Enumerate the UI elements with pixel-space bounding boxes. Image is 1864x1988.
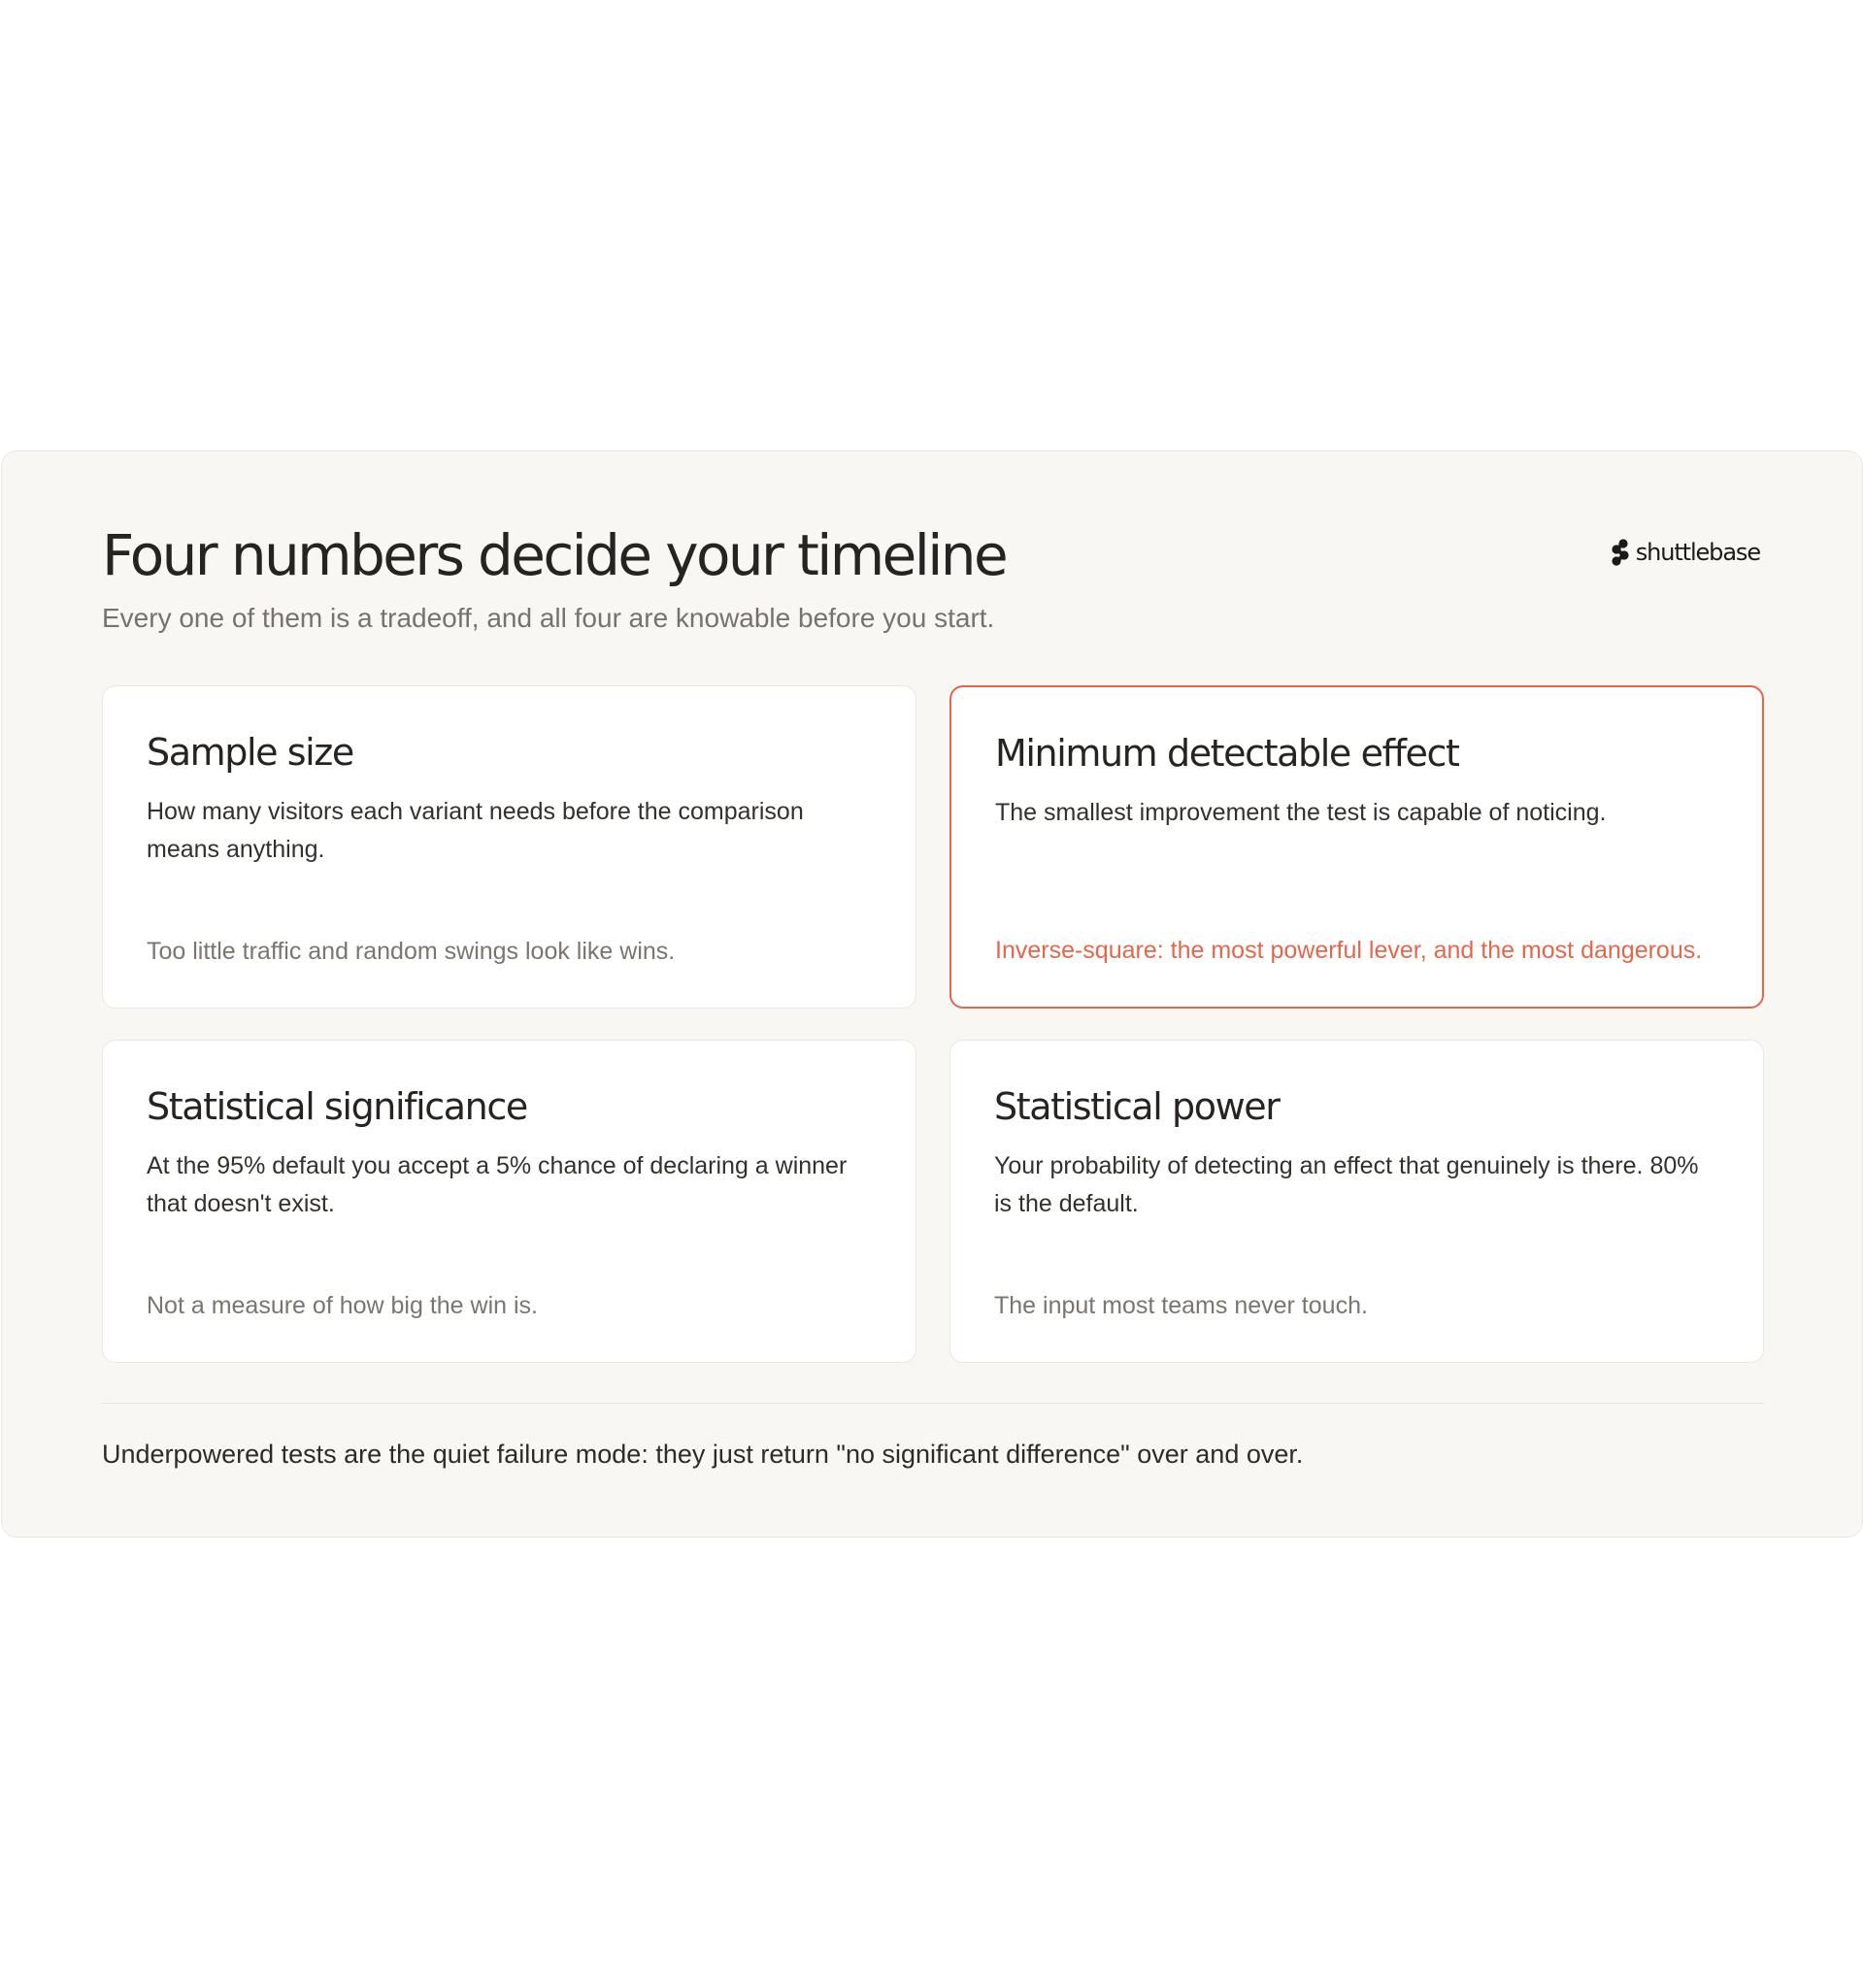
header [102,521,1762,636]
card-description: Your probability of detecting an effect that genuinely is there. 80% is the default. [994,1152,1699,1217]
card-note: Too little traffic and random swings look like wins. [147,938,676,965]
card-note: Inverse-square: the most powerful lever, and the most dangerous. [995,937,1703,964]
card-minimum-detectable-effect [949,685,1764,1009]
card-description: How many visitors each variant needs before the comparison means anything. [147,798,804,863]
page-subtitle: Every one of them is a tradeoff, and all four are knowable before you start. [102,603,995,633]
page-title: Four numbers decide your timeline [102,522,1007,588]
card-description: The smallest improvement the test is capable of noticing. [995,799,1607,826]
brand-logo [1611,539,1760,566]
card-note: The input most teams never touch. [994,1292,1368,1319]
content-panel [1,450,1863,1538]
card-title: Statistical significance [147,1085,527,1128]
card-title: Sample size [147,731,353,774]
card-title: Statistical power [994,1085,1280,1128]
card-statistical-power [949,1040,1764,1363]
footer-text: Underpowered tests are the quiet failure mode: they just return "no significant difference" over and over. [102,1440,1304,1469]
card-sample-size [102,685,916,1009]
card-note: Not a measure of how big the win is. [147,1292,538,1319]
card-description: At the 95% default you accept a 5% chance of declaring a winner that doesn't exist. [147,1152,848,1217]
card-statistical-significance [102,1040,916,1363]
card-title: Minimum detectable effect [995,732,1459,775]
concept-cards-grid [102,685,1764,1363]
shuttlebase-logo-icon [1611,539,1630,566]
footer-divider [102,1403,1764,1404]
brand-name: shuttlebase [1635,539,1760,566]
